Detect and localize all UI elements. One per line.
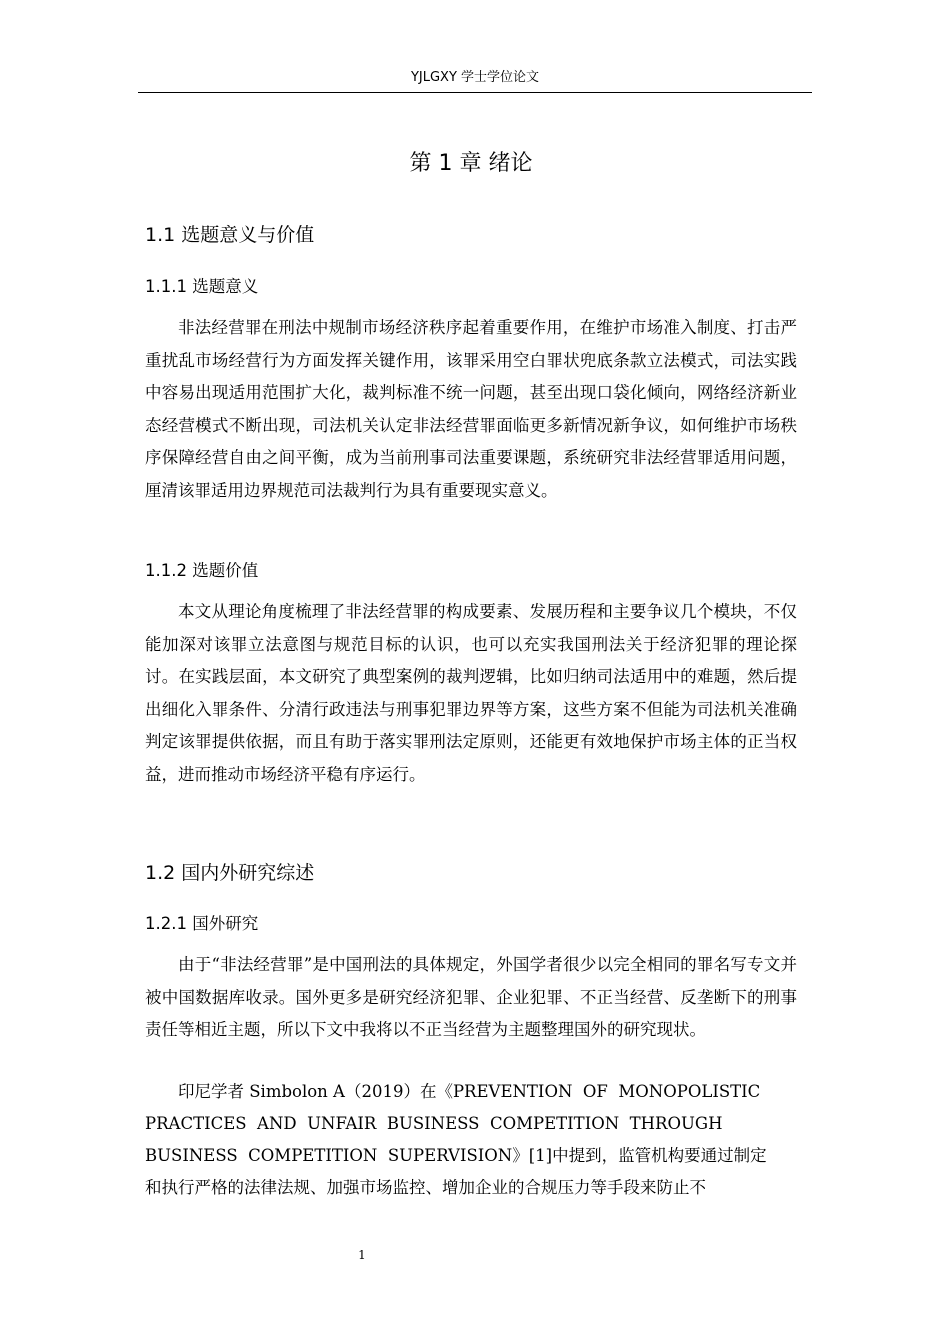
page-number: 1 (358, 1248, 366, 1262)
subsection-heading-1-2-1: 1.2.1 国外研究 (145, 914, 259, 933)
chapter-title: 第 1 章 绪论 (409, 151, 533, 176)
paragraph-1-2-1-b-line-3: BUSINESS COMPETITION SUPERVISION》[1]中提到，监管机构要通过制定 (145, 1146, 767, 1165)
subsection-heading-1-1-1: 1.1.1 选题意义 (145, 277, 259, 296)
section-heading-1-1: 1.1 选题意义与价值 (145, 224, 315, 246)
paragraph-1-2-1-b-line-2: PRACTICES AND UNFAIR BUSINESS COMPETITION THROUGH (145, 1114, 723, 1133)
section-heading-1-2: 1.2 国内外研究综述 (145, 862, 315, 884)
paragraph-1-2-1-b-line-4: 和执行严格的法律法规、加强市场监控、增加企业的合规压力等手段来防止不 (145, 1178, 706, 1197)
header-rule (138, 92, 812, 93)
paragraph-1-2-1-a: 由于“非法经营罪”是中国刑法的具体规定，外国学者很少以完全相同的罪名写专文并被中国数据库收录。国外更多是研究经济犯罪、企业犯罪、不正当经营、反垄断下的刑事责任等相近主题，所以下文中我将以不正当经营为主题整理国外的研究现状。 (145, 955, 797, 1039)
subsection-heading-1-1-2: 1.1.2 选题价值 (145, 561, 259, 580)
running-header: YJLGXY 学士学位论文 (410, 70, 540, 85)
paragraph-1-1-1: 非法经营罪在刑法中规制市场经济秩序起着重要作用，在维护市场准入制度、打击严重扰乱市场经营行为方面发挥关键作用，该罪采用空白罪状兜底条款立法模式，司法实践中容易出现适用范围扩大化，裁判标准不统一问题，甚至出现口袋化倾向，网络经济新业态经营模式不断出现，司法机关认定非法经营罪面临更多新情况新争议，如何维护市场秩序保障经营自由之间平衡，成为当前刑事司法重要课题，系统研究非法经营罪适用问题，厘清该罪适用边界规范司法裁判行为具有重要现实意义。 (145, 318, 797, 500)
paragraph-1-1-2: 本文从理论角度梳理了非法经营罪的构成要素、发展历程和主要争议几个模块，不仅能加深对该罪立法意图与规范目标的认识，也可以充实我国刑法关于经济犯罪的理论探讨。在实践层面，本文研究了典型案例的裁判逻辑，比如归纳司法适用中的难题，然后提出细化入罪条件、分清行政违法与刑事犯罪边界等方案，这些方案不但能为司法机关准确判定该罪提供依据，而且有助于落实罪刑法定原则，还能更有效地保护市场主体的正当权益，进而推动市场经济平稳有序运行。 (145, 602, 797, 784)
paragraph-1-2-1-b-line-1: 印尼学者 Simbolon A（2019）在《PREVENTION OF MONOPOLISTIC (178, 1082, 761, 1101)
